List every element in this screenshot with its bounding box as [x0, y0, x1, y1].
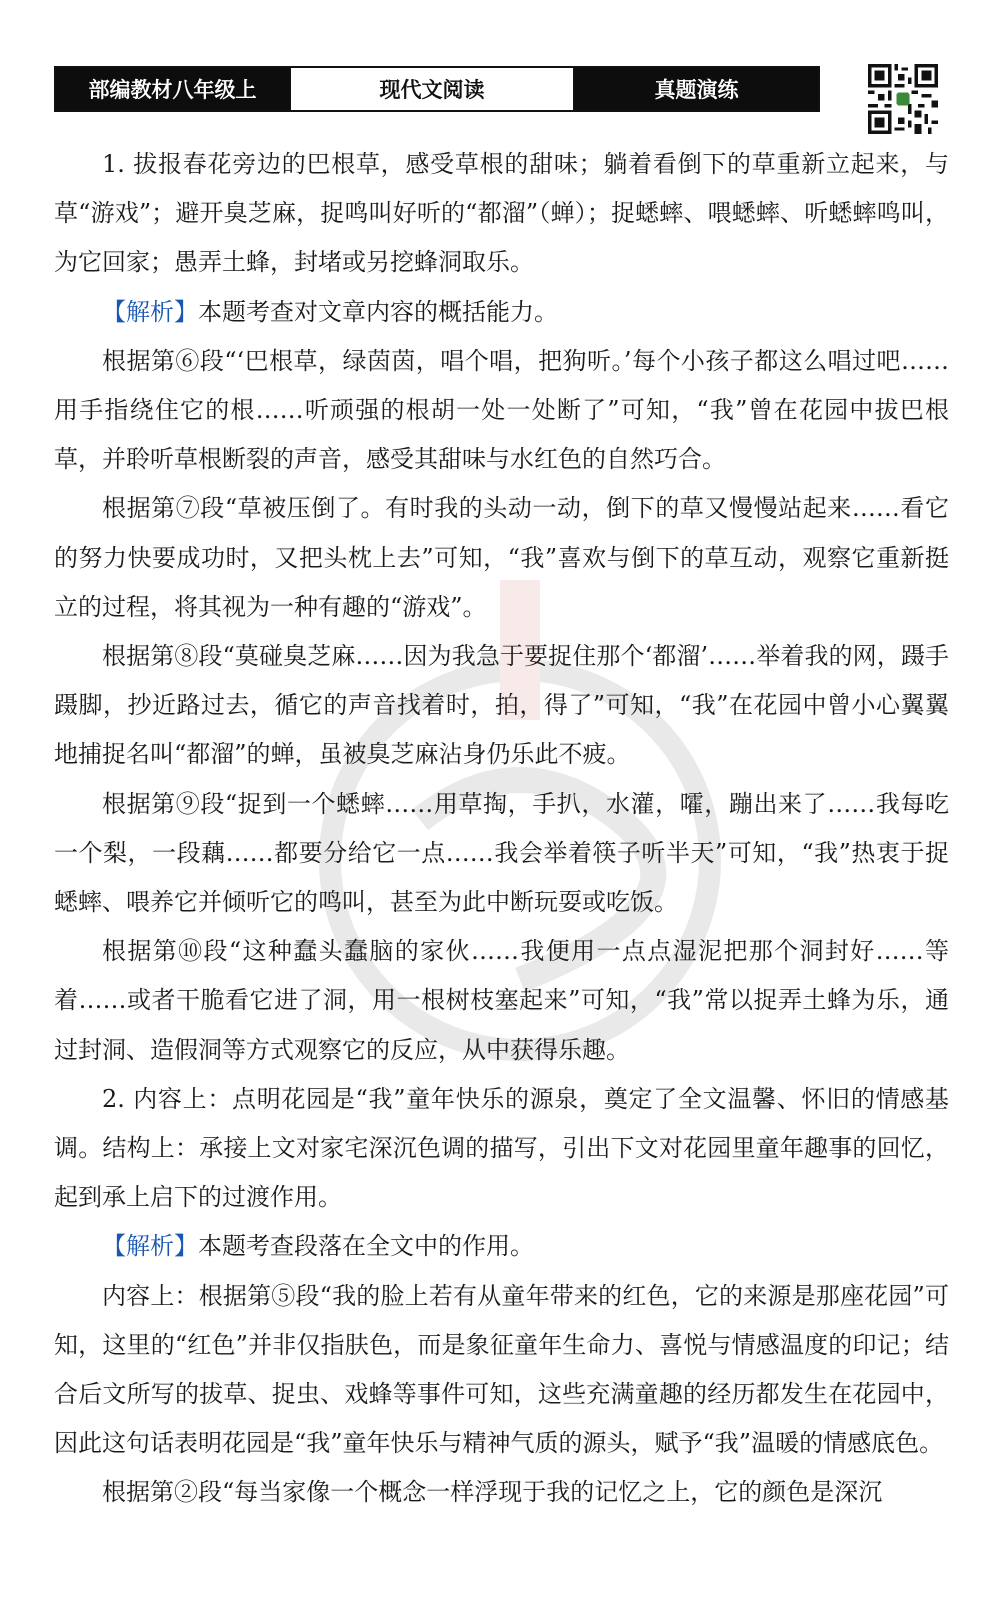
subject-label: 现代文阅读: [289, 68, 575, 110]
analysis-paragraph: 【解析】本题考查对文章内容的概括能力。: [102, 297, 558, 326]
grade-label: 部编教材八年级上: [56, 68, 289, 110]
analysis-tag: 【解析】: [102, 1232, 198, 1261]
qr-code-icon: [868, 64, 938, 134]
answer-paragraph: 2. 内容上：点明花园是“我”童年快乐的源泉，奠定了全文温馨、怀旧的情感基调。结构上：承接上文对家宅深沉色调的描写，引出下文对花园里童年趣事的回忆，起到承上启下的过渡作用。: [54, 1084, 949, 1212]
section-label: 真题演练: [575, 68, 818, 110]
analysis-paragraph: 【解析】本题考查段落在全文中的作用。: [102, 1232, 534, 1261]
answer-paragraph: 根据第⑩段“这种蠢头蠢脑的家伙……我便用一点点湿泥把那个洞封好……等着……或者干脆看它进了洞，用一根树枝塞起来”可知，“我”常以捉弄土蜂为乐，通过封洞、造假洞等方式观察它的反应，从中获得乐趣。: [54, 937, 949, 1064]
answer-paragraph: 根据第⑥段“‘巴根草，绿茵茵，唱个唱，把狗听。’每个小孩子都这么唱过吧……用手指绕住它的根……听顽强的根胡一处一处断了”可知，“我”曾在花园中拔巴根草，并聆听草根断裂的声音，感受其甜味与水红色的自然巧合。: [54, 346, 949, 474]
answer-paragraph: 根据第②段“每当家像一个概念一样浮现于我的记忆之上，它的颜色是深沉: [102, 1478, 883, 1507]
answer-paragraph: 1. 拔报春花旁边的巴根草，感受草根的甜味；躺着看倒下的草重新立起来，与草“游戏”；避开臭芝麻，捉鸣叫好听的“都溜”（蝉）；捉蟋蟀、喂蟋蟀、听蟋蟀鸣叫，为它回家；愚弄土蜂，封堵或另挖蜂洞取乐。: [54, 150, 949, 277]
answer-paragraph: 根据第⑧段“莫碰臭芝麻……因为我急于要捉住那个‘都溜’……举着我的网，蹑手蹑脚，抄近路过去，循它的声音找着时，拍，得了”可知，“我”在花园中曾小心翼翼地捕捉名叫“都溜”的蝉，虽被臭芝麻沾身仍乐此不疲。: [54, 642, 949, 769]
answer-paragraph: 内容上：根据第⑤段“我的脸上若有从童年带来的红色，它的来源是那座花园”可知，这里的“红色”并非仅指肤色，而是象征童年生命力、喜悦与情感温度的印记；结合后文所写的拔草、捉虫、戏蜂等事件可知，这些充满童趣的经历都发生在花园中，因此这句话表明花园是“我”童年快乐与精神气质的源头，赋予“我”温暖的情感底色。: [54, 1281, 949, 1458]
answer-paragraph: 根据第⑦段“草被压倒了。有时我的头动一动，倒下的草又慢慢站起来……看它的努力快要成功时，又把头枕上去”可知，“我”喜欢与倒下的草互动，观察它重新挺立的过程，将其视为一种有趣的“游戏”。: [54, 494, 949, 621]
answer-body: [54, 140, 949, 1518]
header-bar: [54, 66, 820, 112]
answer-paragraph: 根据第⑨段“捉到一个蟋蟀……用草掏，手扒，水灌，嚯，蹦出来了……我每吃一个梨，一段藕……都要分给它一点……我会举着筷子听半天”可知，“我”热衷于捉蟋蟀、喂养它并倾听它的鸣叫，甚至为此中断玩耍或吃饭。: [54, 789, 949, 917]
analysis-tag: 【解析】: [102, 297, 198, 326]
